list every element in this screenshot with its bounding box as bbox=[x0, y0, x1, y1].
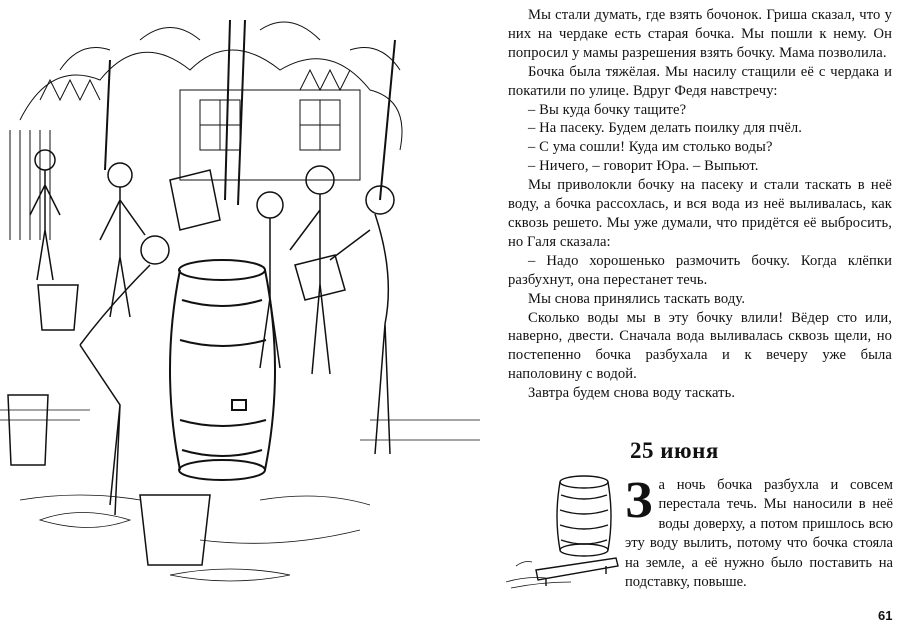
paragraph: Мы снова принялись таскать воду. bbox=[528, 290, 746, 307]
paragraph: – Ничего, – говорит Юра. – Выпьют. bbox=[528, 158, 759, 175]
house bbox=[180, 90, 360, 180]
paragraph: Мы стали думать, где взять бочонок. Гриша сказал, что у них на чердаке есть старая бочка. Мы пошли к нему. Он попросил у мамы разрешения взять бочку. Мама позволила. bbox=[508, 7, 892, 61]
barrel-on-stand-illustration bbox=[506, 470, 622, 590]
paragraph: – На пасеку. Будем делать поилку для пчёл. bbox=[528, 120, 803, 137]
fence bbox=[10, 130, 50, 240]
paragraph: Мы приволокли бочку на пасеку и стали таскать в неё воду, а бочка рассохлась, и вся вода из неё выливалась, как сквозь решето. Мы уже думали, что придётся её выбросить, но Галя сказала: bbox=[508, 177, 892, 250]
date-heading: 25 июня bbox=[630, 438, 719, 463]
page-number: 61 bbox=[878, 608, 893, 623]
paragraph: – С ума сошли! Куда им столько воды? bbox=[528, 139, 773, 156]
paragraph: Бочка была тяжёлая. Мы насилу стащили её с чердака и покатили по улице. Вдруг Федя навстречу: bbox=[508, 63, 892, 99]
tree-trunks bbox=[105, 20, 395, 205]
paragraph: – Надо хорошенько размочить бочку. Когда клёпки разбухнут, она перестанет течь. bbox=[508, 252, 892, 288]
lower-text-block bbox=[625, 472, 893, 592]
buckets bbox=[8, 170, 345, 565]
paragraph: Сколько воды мы в эту бочку влили! Вёдер сто или, наверно, двести. Сначала вода выливалась сквозь щели, но постепенно бочка разбухала и к вечеру уже была наполовину с водой. bbox=[508, 309, 892, 383]
paragraph: – Вы куда бочку тащите? bbox=[528, 101, 687, 118]
barrel bbox=[170, 260, 275, 480]
story-text bbox=[508, 6, 892, 403]
tree-foliage bbox=[20, 22, 402, 150]
ground-hatching bbox=[0, 410, 480, 543]
lower-paragraph: а ночь бочка разбухла и совсем перестала течь. Мы наносили в неё воды доверху, а потом пришлось всю эту воду вылить, потому что бочка стояла на земле, а её нужно было поставить на подставку, повыше. bbox=[625, 477, 893, 591]
dropcap-letter: З bbox=[625, 472, 653, 529]
paragraph: Завтра будем снова воду таскать. bbox=[528, 385, 736, 402]
